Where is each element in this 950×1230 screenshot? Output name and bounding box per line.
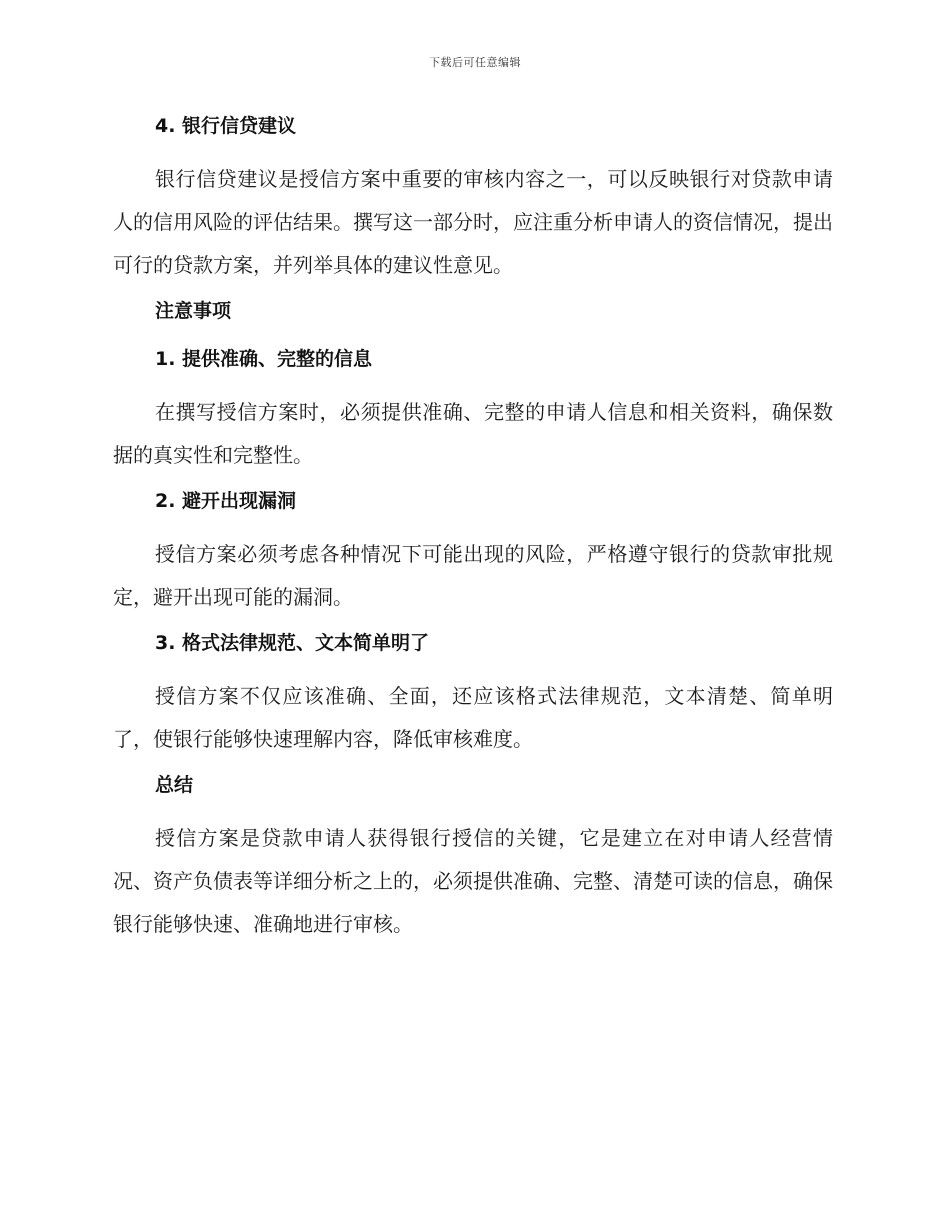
page-header-note: 下载后可任意编辑 [429,56,521,69]
section-heading-avoid-loopholes: 2. 避开出现漏洞 [155,490,297,512]
section-heading-format-rules: 3. 格式法律规范、文本简单明了 [155,632,430,654]
section-paragraph-format-rules: 授信方案不仅应该准确、全面，还应该格式法律规范，文本清楚、简单明了，使银行能够快速理解内容，降低审核难度。 [113,684,833,751]
section-paragraph-avoid-loopholes: 授信方案必须考虑各种情况下可能出现的风险，严格遵守银行的贷款审批规定，避开出现可能的漏洞。 [113,542,833,609]
document-body [113,110,833,954]
section-heading-accurate-info: 1. 提供准确、完整的信息 [155,348,373,370]
section-heading-bank-credit-advice: 4. 银行信贷建议 [155,115,297,137]
section-paragraph-accurate-info: 在撰写授信方案时，必须提供准确、完整的申请人信息和相关资料，确保数据的真实性和完整性。 [113,400,833,467]
section-paragraph-bank-credit-advice: 银行信贷建议是授信方案中重要的审核内容之一，可以反映银行对贷款申请人的信用风险的评估结果。撰写这一部分时，应注重分析申请人的资信情况，提出可行的贷款方案，并列举具体的建议性意见。 [113,167,833,277]
section-paragraph-summary: 授信方案是贷款申请人获得银行授信的关键，它是建立在对申请人经营情况、资产负债表等详细分析之上的，必须提供准确、完整、清楚可读的信息，确保银行能够快速、准确地进行审核。 [113,826,833,936]
section-heading-notes: 注意事项 [155,300,232,322]
section-heading-summary: 总结 [155,774,194,796]
